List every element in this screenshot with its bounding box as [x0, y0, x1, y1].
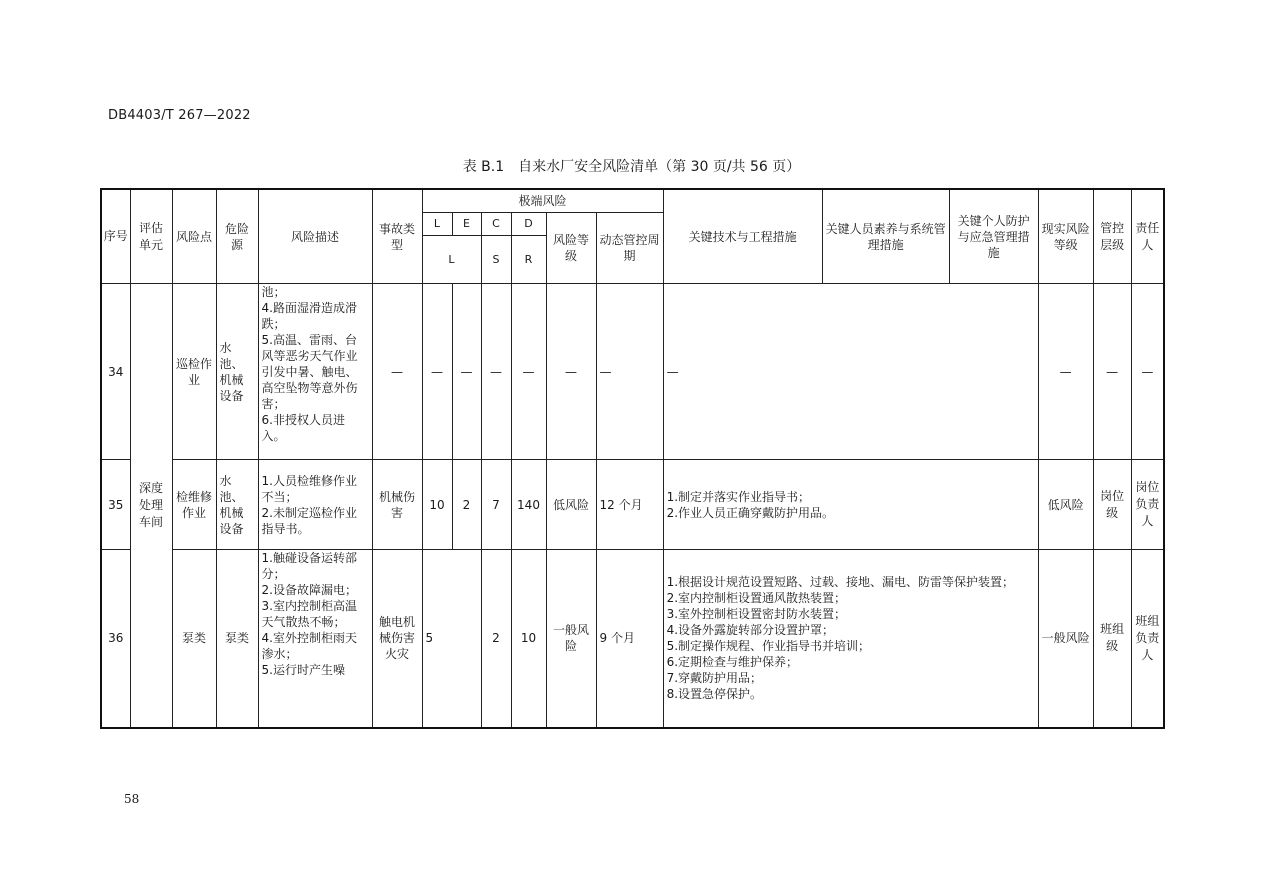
cell-hazard: 泵类	[216, 550, 258, 728]
page-number: 58	[124, 792, 140, 806]
desc-line: 5.高温、雷雨、台风等恶劣天气作业引发中暑、触电、高空坠物等意外伤害；	[261, 333, 358, 411]
cell-measures	[663, 550, 1038, 728]
table-row	[101, 460, 1164, 550]
header-actual-level: 现实风险等级	[1038, 189, 1093, 284]
header-key-tech: 关键技术与工程措施	[663, 189, 822, 284]
measure-line: 6.定期检查与维护保养；	[666, 655, 799, 670]
header-key-personnel: 关键人员素养与系统管理措施	[822, 189, 949, 284]
cell-responsible: 岗位负责人	[1131, 460, 1164, 550]
desc-line: 2.未制定巡检作业指导书。	[261, 505, 357, 536]
header-L: L	[422, 213, 452, 236]
cell-unit: 深度处理车间	[130, 284, 172, 728]
cell-C: 7	[481, 460, 511, 550]
measure-line: 3.室外控制柜设置密封防水装置；	[666, 607, 847, 622]
header-S: S	[481, 236, 511, 284]
desc-line: 4.室外控制柜雨天渗水；	[261, 631, 357, 661]
measure-line: 2.室内控制柜设置通风散热装置；	[666, 591, 847, 606]
cell-seq: 35	[101, 460, 130, 550]
cell-D: 10	[511, 550, 546, 728]
cell-D: —	[511, 284, 546, 460]
measure-line: 1.根据设计规范设置短路、过载、接地、漏电、防雷等保护装置；	[666, 575, 1015, 590]
cell-actual-level: 一般风险	[1038, 550, 1093, 728]
cell-risk-level: 一般风险	[546, 550, 596, 728]
header-hazard: 危险源	[216, 189, 258, 284]
header-R: R	[511, 236, 546, 284]
header-accident-type: 事故类型	[372, 189, 422, 284]
desc-line: 1.触碰设备运转部分；	[261, 551, 357, 581]
header-risk-desc: 风险描述	[258, 189, 372, 284]
measure-line: 5.制定操作规程、作业指导书并培训；	[666, 639, 871, 654]
header-responsible: 责任人	[1131, 189, 1164, 284]
document-code: DB4403/T 267—2022	[108, 108, 251, 123]
cell-risk-desc	[258, 460, 372, 550]
header-dynamic-cycle: 动态管控周期	[596, 213, 663, 284]
cell-C: —	[481, 284, 511, 460]
cell-actual-level: —	[1038, 284, 1093, 460]
cell-seq: 36	[101, 550, 130, 728]
table-row	[101, 284, 1164, 460]
table-title: 表 B.1 自来水厂安全风险清单（第 30 页/共 56 页）	[462, 159, 801, 175]
cell-accident-type: 机械伤害	[372, 460, 422, 550]
cell-accident-type: 触电机械伤害火灾	[372, 550, 422, 728]
cell-risk-desc	[258, 284, 372, 460]
cell-measures	[663, 284, 1038, 460]
header-unit: 评估单元	[130, 189, 172, 284]
measure-line: 4.设备外露旋转部分设置护罩；	[666, 623, 835, 638]
cell-risk-level: —	[546, 284, 596, 460]
desc-line: 4.路面湿滑造成滑跌；	[261, 301, 357, 331]
cell-accident-type: —	[372, 284, 422, 460]
cell-dynamic-cycle: —	[596, 284, 663, 460]
cell-risk-level: 低风险	[546, 460, 596, 550]
measure-line: —	[666, 364, 679, 379]
desc-line: 6.非授权人员进入。	[261, 413, 345, 443]
cell-hazard: 水池、机械设备	[216, 284, 258, 460]
desc-line: 3.室内控制柜高温天气散热不畅；	[261, 599, 357, 629]
cell-responsible: —	[1131, 284, 1164, 460]
cell-L: —	[422, 284, 452, 460]
header-row-1	[101, 189, 1164, 213]
header-risk-level: 风险等级	[546, 213, 596, 284]
cell-risk-point: 检维修作业	[172, 460, 216, 550]
cell-dynamic-cycle: 12 个月	[596, 460, 663, 550]
cell-D: 140	[511, 460, 546, 550]
cell-C: 2	[481, 550, 511, 728]
header-control-level: 管控层级	[1093, 189, 1131, 284]
cell-E: —	[452, 284, 481, 460]
header-D: D	[511, 213, 546, 236]
cell-dynamic-cycle: 9 个月	[596, 550, 663, 728]
header-seq: 序号	[101, 189, 130, 284]
cell-measures	[663, 460, 1038, 550]
header-E: E	[452, 213, 481, 236]
header-risk-point: 风险点	[172, 189, 216, 284]
measure-line: 7.穿戴防护用品；	[666, 671, 763, 686]
measure-line: 2.作业人员正确穿戴防护用品。	[666, 505, 835, 520]
cell-risk-point: 泵类	[172, 550, 216, 728]
risk-list-table	[100, 188, 1165, 729]
header-L2: L	[422, 236, 481, 284]
cell-actual-level: 低风险	[1038, 460, 1093, 550]
cell-control-level: 岗位级	[1093, 460, 1131, 550]
header-key-protect: 关键个人防护与应急管理措施	[949, 189, 1038, 284]
cell-E: 2	[452, 460, 481, 550]
cell-seq: 34	[101, 284, 130, 460]
desc-line: 池；	[261, 285, 286, 299]
cell-control-level: 班组级	[1093, 550, 1131, 728]
cell-L: 10	[422, 460, 452, 550]
header-C: C	[481, 213, 511, 236]
cell-hazard: 水池、机械设备	[216, 460, 258, 550]
measure-line: 1.制定并落实作业指导书；	[666, 489, 811, 504]
desc-line: 5.运行时产生噪	[261, 663, 345, 677]
cell-responsible: 班组负责人	[1131, 550, 1164, 728]
header-extreme-risk: 极端风险	[422, 189, 663, 213]
measure-line: 8.设置急停保护。	[666, 687, 763, 702]
cell-risk-point: 巡检作业	[172, 284, 216, 460]
table-row	[101, 550, 1164, 728]
desc-line: 2.设备故障漏电；	[261, 583, 357, 597]
desc-line: 1.人员检维修作业不当；	[261, 473, 357, 504]
cell-L: 5	[422, 550, 481, 728]
cell-risk-desc	[258, 550, 372, 728]
cell-control-level: —	[1093, 284, 1131, 460]
